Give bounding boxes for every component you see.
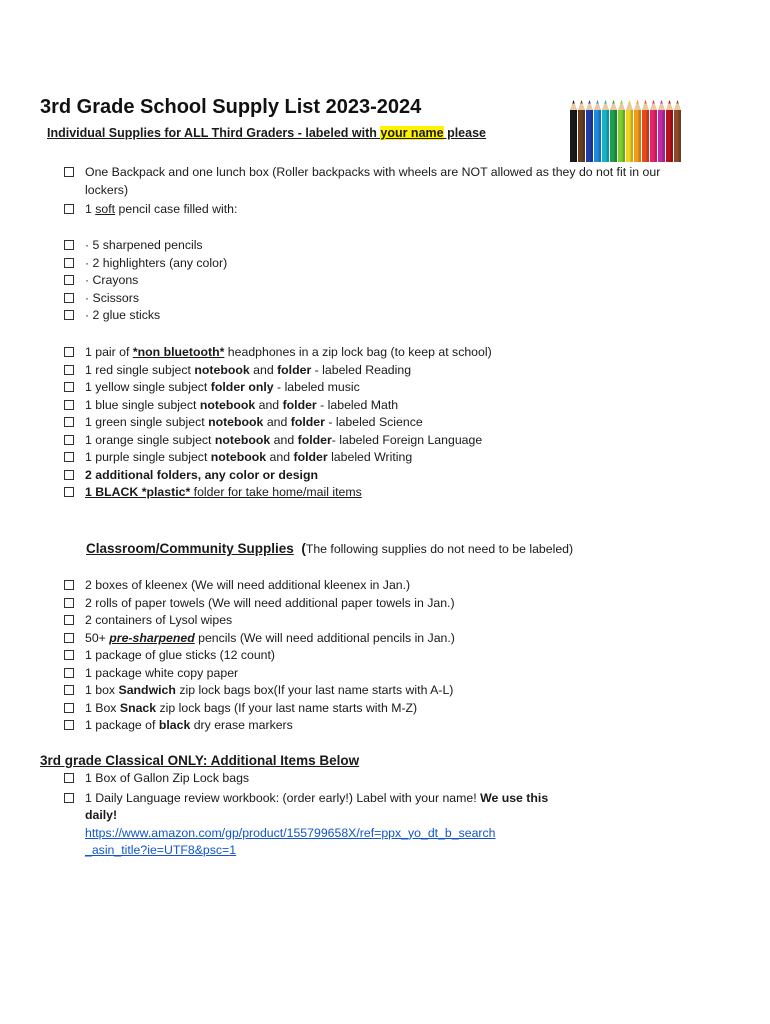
item-text-bold: Sandwich [118,683,176,697]
item-text: 1 Daily Language review workbook: (order early!) Label with your name! [85,790,481,805]
list-item [64,397,685,415]
item-text: 2 containers of Lysol wipes [85,613,233,627]
checkbox[interactable] [64,417,74,427]
checkbox[interactable] [64,382,74,392]
checkbox[interactable] [64,615,74,625]
checkbox[interactable] [64,365,74,375]
item-text: pencil case filled with: [115,202,238,216]
list-item [64,717,685,735]
item-text: 1 red single subject [85,362,195,377]
item-text-bold: notebook [199,397,256,412]
checkbox[interactable] [64,435,74,445]
item-text: · 2 glue sticks [85,308,161,322]
item-text-bold: folder only [210,380,274,394]
item-text: and [270,432,298,447]
workbook-link-continued[interactable]: _asin_title?ie=UTF8&psc=1 [85,843,237,857]
checkbox[interactable] [64,347,74,357]
item-text: dry erase markers [190,718,293,732]
list-item [64,290,685,308]
item-text-bold: *non bluetooth* [132,345,225,359]
item-text: - labeled music [273,380,360,394]
heading-note: The following supplies do not need to be labeled) [305,542,574,556]
list-item [64,647,685,665]
item-text: - labeled Reading [311,362,412,377]
item-text-bold: notebook [208,415,264,429]
item-text: 1 green single subject [85,415,209,429]
list-item [64,379,685,397]
item-text: - labeled Foreign Language [331,432,483,447]
item-text: and [255,397,283,412]
subtitle-highlight: your name [380,126,444,140]
subtitle-text: Individual Supplies for ALL Third Graders - labeled with [47,126,381,140]
list-item [64,201,685,219]
page-title: 3rd Grade School Supply List 2023-2024 [40,96,422,118]
list-item [64,665,685,683]
pencil-icon [650,100,657,162]
item-text: - labeled Math [316,397,399,412]
checkbox[interactable] [64,400,74,410]
checkbox[interactable] [64,452,74,462]
pencil-case-contents-list [64,237,685,325]
item-text-bold: 2 additional folders, any color or design [85,467,318,482]
item-text: - labeled Science [324,415,423,429]
item-text-bold: Snack [119,700,157,715]
list-item [64,790,555,860]
checkbox[interactable] [64,310,74,320]
list-item [64,344,685,362]
checkbox[interactable] [64,773,74,783]
item-text: and [263,415,291,429]
classroom-supplies-list [64,577,685,735]
list-item [64,467,685,485]
checkbox[interactable] [64,793,74,803]
checkbox[interactable] [64,293,74,303]
pencil-icon [642,100,649,162]
list-item [64,237,685,255]
pencil-icon [626,100,633,162]
item-text-bold: notebook [214,432,271,447]
item-text-bold: 1 BLACK *plastic* [85,485,191,499]
checkbox[interactable] [64,240,74,250]
item-text-bold: folder [293,450,328,464]
item-text: · 5 sharpened pencils [85,238,203,252]
checkbox[interactable] [64,487,74,497]
checkbox[interactable] [64,580,74,590]
workbook-link[interactable]: https://www.amazon.com/gp/product/155799658X/ref=ppx_yo_dt_b_search [85,825,496,840]
item-text: 1 package white copy paper [85,665,239,680]
item-text: and [249,362,278,377]
item-text: labeled Writing [327,450,413,464]
item-text: zip lock bags box(If your last name starts with A-L) [175,683,454,697]
item-text-bold: pre-sharpened [109,630,195,645]
list-item [64,362,685,380]
item-text-bold: folder [290,415,325,429]
subtitle [47,126,486,140]
classical-heading: 3rd grade Classical ONLY: Additional Items Below [40,753,360,768]
item-text: 50+ [85,630,110,645]
checkbox[interactable] [64,685,74,695]
item-text: · Scissors [85,290,139,305]
list-item [64,612,685,630]
item-text: 1 package of [85,718,159,732]
pencil-icon [586,100,593,162]
pencil-icon [594,100,601,162]
item-text: and [266,450,294,464]
item-text-bold: We use this daily! [85,790,549,822]
item-text: pencils (We will need additional pencils in Jan.) [194,630,455,645]
individual-supplies-list-2 [64,344,685,502]
item-text: folder for take home/mail items [190,485,362,499]
pencil-icon [634,100,641,162]
list-item [64,577,685,595]
pencil-icon [602,100,609,162]
checkbox[interactable] [64,598,74,608]
item-text: 2 boxes of kleenex (We will need additional kleenex in Jan.) [85,578,411,592]
item-text: 1 blue single subject [85,397,200,412]
list-item [64,700,685,718]
list-item [64,432,685,450]
checkbox[interactable] [64,703,74,713]
item-text: 1 box [85,683,119,697]
checkbox[interactable] [64,720,74,730]
individual-supplies-list [64,164,685,219]
item-text: 1 pair of [85,345,133,359]
pencil-icon [674,100,681,162]
classical-supplies-list [64,770,685,860]
item-text: · Crayons [85,273,139,287]
item-text: zip lock bags (If your last name starts with M-Z) [156,700,418,715]
colored-pencils-image [566,100,686,164]
checkbox[interactable] [64,633,74,643]
subtitle-text-end: please [443,126,486,140]
list-item [64,255,685,273]
pencil-icon [570,100,577,162]
item-text: 1 orange single subject [85,432,215,447]
list-item [64,484,685,502]
checkbox[interactable] [64,167,74,177]
item-text: 1 Box [85,700,120,715]
checkbox[interactable] [64,275,74,285]
checkbox[interactable] [64,470,74,480]
item-text: · 2 highlighters (any color) [85,255,228,270]
list-item [64,682,685,700]
list-item [64,630,685,648]
item-text: 2 rolls of paper towels (We will need additional paper towels in Jan.) [85,595,455,610]
item-text: 1 package of glue sticks (12 count) [85,648,276,662]
list-item [64,595,685,613]
item-text: 1 Box of Gallon Zip Lock bags [85,771,250,785]
item-text-bold: black [158,718,191,732]
classroom-heading [86,541,573,556]
pencil-icon [610,100,617,162]
item-text: 1 [85,202,96,216]
item-text: One Backpack and one lunch box (Roller backpacks with wheels are NOT allowed as they do not fit in our lockers) [85,165,661,197]
item-text-bold: notebook [194,362,250,377]
item-text-underlined: soft [95,202,116,216]
item-text: headphones in a zip lock bag (to keep at school) [224,345,492,359]
item-text: 1 yellow single subject [85,380,211,394]
checkbox[interactable] [64,258,74,268]
item-text-bold: folder [297,432,332,447]
list-item [64,272,685,290]
list-item [64,164,685,199]
pencil-icon [578,100,585,162]
item-text-bold: folder [277,362,312,377]
pencil-icon [658,100,665,162]
pencil-icon [618,100,625,162]
list-item [64,307,685,325]
section-heading: Classroom/Community Supplies [86,541,294,556]
checkbox[interactable] [64,650,74,660]
item-text-bold: notebook [210,450,267,464]
pencil-icon [666,100,673,162]
item-text: 1 purple single subject [85,450,211,464]
heading-note-paren: ( [301,541,306,556]
item-text-bold: folder [282,397,317,412]
checkbox[interactable] [64,204,74,214]
list-item [64,414,685,432]
list-item [64,770,685,788]
list-item [64,449,685,467]
checkbox[interactable] [64,668,74,678]
